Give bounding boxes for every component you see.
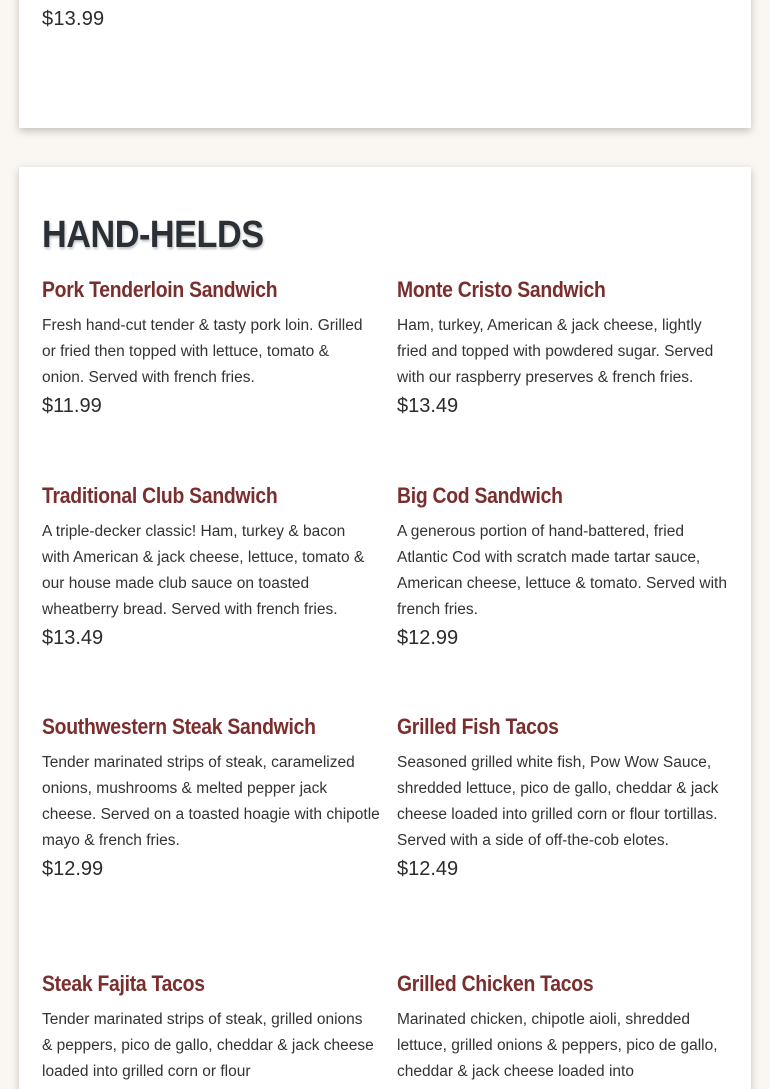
menu-item-name: Big Cod Sandwich	[397, 483, 563, 508]
menu-item-big-cod-sandwich	[397, 481, 729, 651]
menu-item-name: Pork Tenderloin Sandwich	[42, 277, 278, 302]
menu-item-name: Grilled Chicken Tacos	[397, 971, 594, 996]
menu-item-traditional-club-sandwich	[42, 481, 374, 651]
menu-item-description: Seasoned grilled white fish, Pow Wow Sauce, shredded lettuce, pico de gallo, cheddar & jack cheese loaded into grilled corn or flour tortillas. Served with a side of off-the-cob elotes.	[397, 754, 719, 849]
menu-item-price: $12.49	[397, 858, 459, 880]
menu-item-southwestern-steak-sandwich	[42, 712, 382, 882]
menu-item-grilled-chicken-tacos	[397, 969, 729, 1085]
menu-item-description: Fresh hand-cut tender & tasty pork loin. Grilled or fried then topped with lettuce, tomato & onion. Served with french fries.	[42, 317, 363, 386]
menu-item-price: $13.49	[397, 395, 459, 417]
menu-item-description: Tender marinated strips of steak, grilled onions & peppers, pico de gallo, cheddar & jack cheese loaded into grilled corn or flour	[42, 1011, 374, 1080]
menu-item-price: $13.99	[42, 8, 105, 30]
menu-item-name: Monte Cristo Sandwich	[397, 277, 606, 302]
menu-item-name: Southwestern Steak Sandwich	[42, 714, 316, 739]
menu-item-monte-cristo-sandwich	[397, 275, 729, 419]
menu-item-name: Traditional Club Sandwich	[42, 483, 278, 508]
menu-item-description: Ham, turkey, American & jack cheese, lightly fried and topped with powdered sugar. Served with our raspberry preserves & french fries.	[397, 317, 714, 386]
menu-item-steak-fajita-tacos	[42, 969, 374, 1085]
menu-item-description: A generous portion of hand-battered, fried Atlantic Cod with scratch made tartar sauce, American cheese, lettuce & tomato. Served with french fries.	[397, 523, 727, 618]
hand-helds-section-card	[19, 167, 751, 1089]
menu-item-name: Steak Fajita Tacos	[42, 971, 205, 996]
menu-item-description: Tender marinated strips of steak, caramelized onions, mushrooms & melted pepper jack cheese. Served on a toasted hoagie with chipotle mayo & french fries.	[42, 754, 380, 849]
section-title: HAND-HELDS	[42, 214, 264, 256]
menu-item-pork-tenderloin-sandwich	[42, 275, 374, 419]
menu-item-price: $12.99	[397, 627, 459, 649]
menu-item-price: $11.99	[42, 395, 102, 417]
menu-item-grilled-fish-tacos	[397, 712, 735, 882]
menu-item-description: A triple-decker classic! Ham, turkey & bacon with American & jack cheese, lettuce, tomato & our house made club sauce on toasted wheatberry bread. Served with french fries.	[42, 523, 365, 618]
menu-item-name: Grilled Fish Tacos	[397, 714, 559, 739]
menu-item-price: $13.49	[42, 627, 104, 649]
menu-item-price: $12.99	[42, 858, 104, 880]
previous-menu-section-card	[19, 0, 751, 128]
menu-item-description: Marinated chicken, chipotle aioli, shredded lettuce, grilled onions & peppers, pico de gallo, cheddar & jack cheese loaded into	[397, 1011, 718, 1080]
